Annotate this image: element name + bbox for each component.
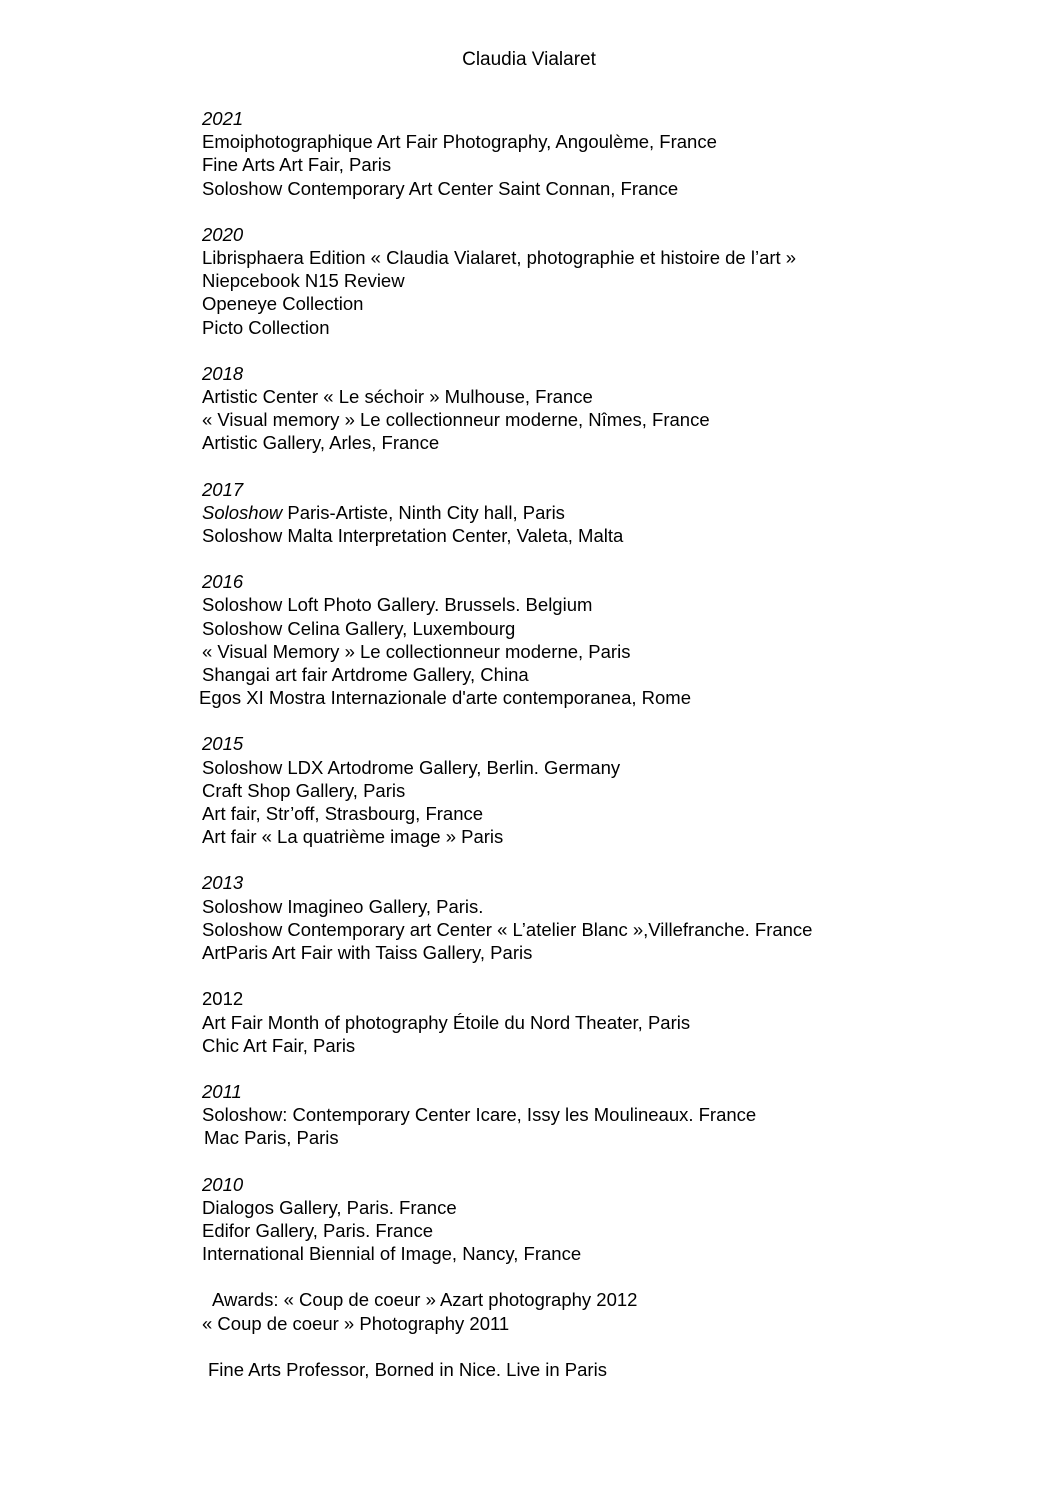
- year-heading: 2021: [202, 108, 244, 129]
- year-section-2020: [202, 223, 1002, 339]
- exhibition-entry: « Visual memory » Le collectionneur moderne, Nîmes, France: [202, 409, 710, 431]
- year-heading: 2013: [202, 872, 244, 894]
- exhibition-entry: Soloshow: Contemporary Center Icare, Issy les Moulineaux. France: [202, 1104, 757, 1126]
- year-section-2015: [202, 732, 1002, 848]
- exhibition-entry: Emoiphotographique Art Fair Photography, Angoulème, France: [202, 131, 717, 153]
- exhibition-entry: International Biennial of Image, Nancy, France: [202, 1243, 582, 1265]
- year-section-2012: [202, 987, 1002, 1057]
- year-heading: 2010: [202, 1173, 244, 1195]
- year-heading: 2020: [202, 223, 244, 245]
- exhibition-entry: « Visual Memory » Le collectionneur moderne, Paris: [202, 640, 631, 662]
- exhibition-entry: Artistic Center « Le séchoir » Mulhouse, France: [202, 386, 593, 408]
- exhibition-entry: Mac Paris, Paris: [204, 1127, 339, 1149]
- exhibition-entry: Edifor Gallery, Paris. France: [202, 1219, 433, 1241]
- exhibition-entry: [202, 501, 1002, 524]
- year-heading: 2018: [202, 362, 244, 384]
- cv-list: [199, 107, 1002, 1381]
- exhibition-entry: Craft Shop Gallery, Paris: [202, 779, 406, 801]
- exhibition-entry: Art fair, Str’off, Strasbourg, France: [202, 803, 484, 825]
- year-section-2021: [202, 107, 1002, 200]
- year-heading: 2011: [202, 1080, 242, 1102]
- page-title: Claudia Vialaret: [462, 49, 596, 70]
- entry-text: Paris-Artiste, Ninth City hall, Paris: [282, 501, 565, 523]
- award-entry: Awards: « Coup de coeur » Azart photography 2012: [212, 1289, 638, 1311]
- exhibition-entry: Art fair « La quatrième image » Paris: [202, 826, 504, 848]
- exhibition-entry: Egos XI Mostra Internazionale d'arte contemporanea, Rome: [199, 687, 691, 709]
- exhibition-entry: Chic Art Fair, Paris: [202, 1034, 356, 1056]
- exhibition-entry: Soloshow Loft Photo Gallery. Brussels. Belgium: [202, 594, 593, 616]
- exhibition-entry: Soloshow Celina Gallery, Luxembourg: [202, 617, 516, 639]
- awards-section: [202, 1288, 1002, 1334]
- exhibition-entry: Fine Arts Art Fair, Paris: [202, 154, 392, 176]
- exhibition-entry: Soloshow Contemporary Art Center Saint Connan, France: [202, 177, 679, 199]
- year-section-2011: [202, 1080, 1002, 1150]
- exhibition-entry: Shangai art fair Artdrome Gallery, China: [202, 664, 529, 686]
- year-heading: 2017: [202, 478, 244, 500]
- exhibition-entry: Openeye Collection: [202, 293, 364, 315]
- year-heading: 2012: [202, 988, 244, 1010]
- exhibition-entry: Librisphaera Edition « Claudia Vialaret, photographie et histoire de l’art »: [202, 247, 797, 269]
- exhibition-entry: Art Fair Month of photography Étoile du Nord Theater, Paris: [202, 1011, 691, 1033]
- exhibition-entry: Soloshow LDX Artodrome Gallery, Berlin. Germany: [202, 756, 621, 778]
- exhibition-entry: Soloshow Imagineo Gallery, Paris.: [202, 895, 484, 917]
- award-entry: « Coup de coeur » Photography 2011: [202, 1312, 510, 1334]
- exhibition-entry: Dialogos Gallery, Paris. France: [202, 1196, 457, 1218]
- exhibition-entry: ArtParis Art Fair with Taiss Gallery, Paris: [202, 942, 533, 964]
- exhibition-entry: Soloshow Contemporary art Center « L’atelier Blanc »,Villefranche. France: [202, 918, 813, 940]
- year-heading: 2016: [202, 571, 244, 593]
- year-section-2010: [202, 1173, 1002, 1266]
- exhibition-entry: Soloshow Malta Interpretation Center, Valeta, Malta: [202, 525, 624, 547]
- year-section-2017: [202, 478, 1002, 548]
- italic-label: Soloshow: [202, 501, 283, 523]
- year-section-2013: [202, 871, 1002, 964]
- exhibition-entry: Niepcebook N15 Review: [202, 270, 405, 292]
- exhibition-entry: Picto Collection: [202, 316, 330, 338]
- year-section-2018: [202, 362, 1002, 455]
- year-heading: 2015: [202, 733, 244, 755]
- year-section-2016: [199, 570, 1002, 709]
- bio-line: Fine Arts Professor, Borned in Nice. Live in Paris: [208, 1358, 607, 1380]
- exhibition-entry: Artistic Gallery, Arles, France: [202, 432, 440, 454]
